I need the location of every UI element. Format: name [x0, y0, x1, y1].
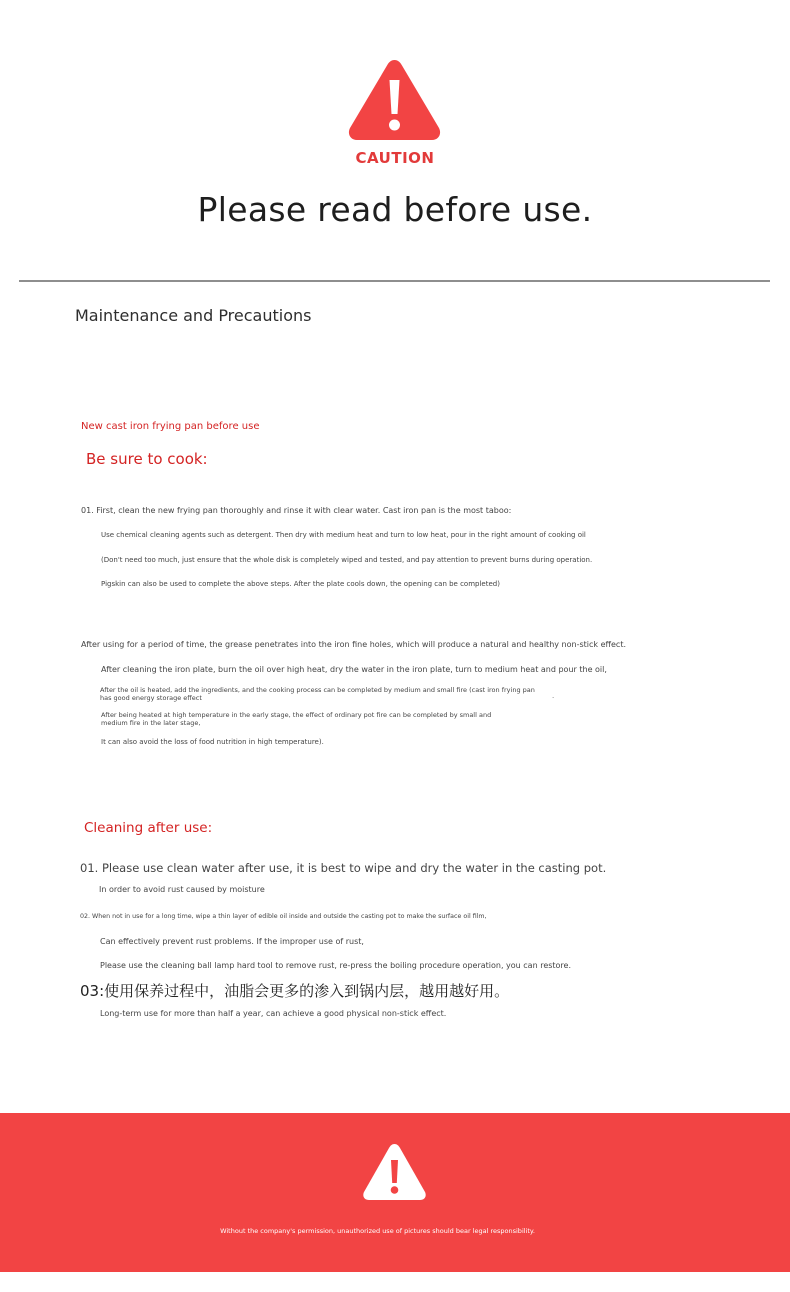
after-step-2: 02. When not in use for a long time, wipe a thin layer of edible oil inside and outside the casting pot to make the surface oil film, [80, 913, 487, 920]
caution-label: CAUTION [355, 149, 435, 167]
copyright-notice: Without the company's permission, unauthorized use of pictures should bear legal responsibility. [220, 1227, 535, 1235]
before-use-heading: Be sure to cook: [86, 450, 208, 468]
before-step-1-b: (Don't need too much, just ensure that the whole disk is completely wiped and tested, and pay attention to prevent burns during operation. [101, 556, 593, 564]
after-period-a: After cleaning the iron plate, burn the oil over high heat, dry the water in the iron plate, turn to medium heat and pour the oil, [101, 665, 607, 674]
before-step-1-c: Pigskin can also be used to complete the above steps. After the plate cools down, the opening can be completed) [101, 580, 500, 588]
after-use-heading: Cleaning after use: [84, 820, 213, 836]
before-use-intro: New cast iron frying pan before use [81, 421, 260, 432]
after-step-3-a: Long-term use for more than half a year, can achieve a good physical non-stick effect. [100, 1009, 447, 1018]
after-period-text: After using for a period of time, the grease penetrates into the iron fine holes, which will produce a natural and healthy non-stick effect. [81, 640, 626, 649]
after-period-b: After the oil is heated, add the ingredients, and the cooking process can be completed by medium and small fire (cast iron frying pan has good energy storage effect [100, 686, 535, 702]
divider [19, 280, 770, 282]
section-title: Maintenance and Precautions [75, 306, 312, 325]
after-period-b-dot: . [552, 692, 555, 700]
before-step-1-a: Use chemical cleaning agents such as detergent. Then dry with medium heat and turn to low heat, pour in the right amount of cooking oil [101, 531, 586, 539]
after-step-3: 03:使用保养过程中，油脂会更多的渗入到锅内层，越用越好用。 [80, 982, 510, 1000]
before-step-1: 01. First, clean the new frying pan thoroughly and rinse it with clear water. Cast iron pan is the most taboo: [81, 506, 512, 515]
after-period-c: After being heated at high temperature in the early stage, the effect of ordinary pot fire can be completed by small and medium fire in the later stage, [101, 711, 492, 727]
after-step-1-a: In order to avoid rust caused by moisture [99, 885, 265, 894]
after-step-1: 01. Please use clean water after use, it is best to wipe and dry the water in the casting pot. [80, 861, 607, 875]
after-step-2-b: Please use the cleaning ball lamp hard tool to remove rust, re-press the boiling procedure operation, you can restore. [100, 961, 572, 970]
page-title: Please read before use. [197, 190, 593, 229]
warning-triangle-icon [346, 56, 443, 142]
warning-triangle-icon [361, 1141, 428, 1202]
after-period-d: It can also avoid the loss of food nutrition in high temperature). [101, 738, 324, 746]
after-step-2-a: Can effectively prevent rust problems. If the improper use of rust, [100, 937, 364, 946]
